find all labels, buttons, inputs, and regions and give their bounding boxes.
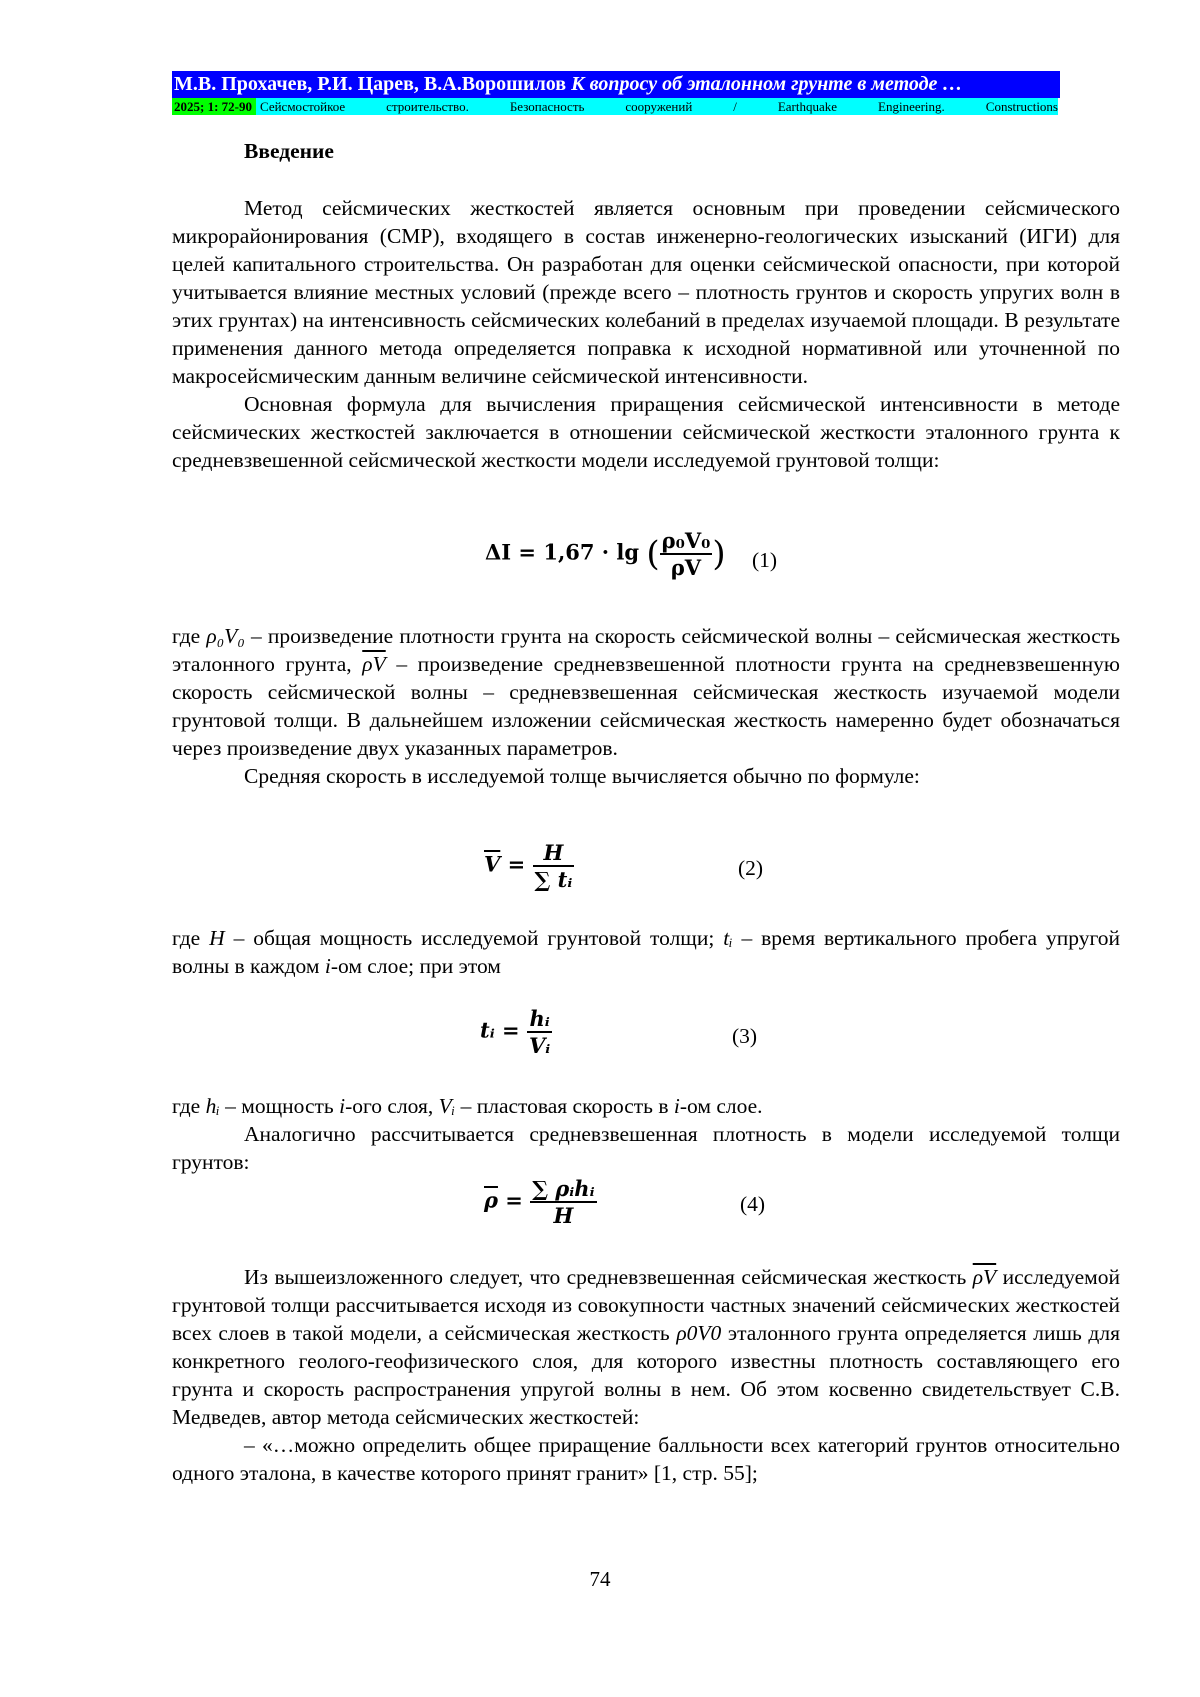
paragraph: – «…можно определить общее приращение балльности всех категорий грунтов относительно одного эталона, в качестве которого принят гранит» [1, стр. 55];: [172, 1431, 1120, 1487]
formula-4-numerator: ∑ ρᵢhᵢ: [530, 1176, 596, 1203]
body-block-2: [172, 622, 1120, 790]
paragraph: где ρ₀V₀ – произведение плотности грунта на скорость сейсмической волны – сейсмическая жесткость эталонного грунта, ρV – произведение средневзвешенной плотности грунта на средневзвешенную скорость сейсмической волны – средневзвешенная сейсмическая жесткость изучаемой модели грунтовой толщи. В дальнейшем изложении сейсмическая жесткость намеренно будет обозначаться через произведение двух указанных параметров.: [172, 622, 1120, 762]
formula-3-numerator: hᵢ: [527, 1006, 552, 1033]
body-block-5: [172, 1263, 1120, 1487]
header-journal: Сейсмостойкое строительство. Безопасность сооружений / Earthquake Engineering. Constructions: [256, 98, 1058, 115]
formula-4: ρ = ∑ ρᵢhᵢ H: [484, 1176, 597, 1228]
header-issue: 2025; 1: 72-90: [172, 98, 256, 115]
running-header-title: [172, 71, 1060, 98]
section-title: Введение: [244, 139, 334, 164]
paragraph: где hᵢ – мощность i-ого слоя, Vᵢ – пластовая скорость в i-ом слое.: [172, 1092, 1120, 1120]
formula-2-denominator: ∑ tᵢ: [533, 867, 575, 892]
symbol-rhoV: ρV: [362, 652, 385, 676]
body-block-4: [172, 1092, 1120, 1176]
page-number: 74: [0, 1567, 1200, 1592]
formula-4-denominator: H: [530, 1203, 596, 1228]
formula-2-lhs: V: [484, 852, 500, 877]
symbol-rhoV: ρV: [973, 1265, 996, 1289]
formula-3-label: (3): [732, 1024, 757, 1049]
formula-1-denominator: ρV: [660, 555, 713, 580]
formula-4-label: (4): [740, 1192, 765, 1217]
body-block-3: [172, 924, 1120, 980]
formula-2-label: (2): [738, 856, 763, 881]
formula-3-denominator: Vᵢ: [527, 1033, 552, 1058]
formula-3-lhs: tᵢ: [480, 1018, 495, 1043]
formula-4-lhs: ρ: [484, 1188, 498, 1213]
header-authors: М.В. Прохачев, Р.И. Царев, В.А.Ворошилов: [174, 73, 566, 95]
formula-3: tᵢ = hᵢ Vᵢ: [480, 1006, 552, 1058]
formula-1-numerator: ρ₀V₀: [660, 528, 713, 555]
paragraph: Из вышеизложенного следует, что средневзвешенная сейсмическая жесткость ρV исследуемой грунтовой толщи рассчитывается исходя из совокупности частных значений сейсмических жесткостей всех слоев в такой модели, а сейсмическая жесткость ρ0V0 эталонного грунта определяется лишь для конкретного геолого-геофизического слоя, для которого известны плотность составляющего его грунта и скорость распространения упругой волны в нем. Об этом косвенно свидетельствует С.В. Медведев, автор метода сейсмических жесткостей:: [172, 1263, 1120, 1431]
formula-1-label: (1): [752, 548, 777, 573]
symbol-rho0V0: ρ0V0: [676, 1321, 721, 1345]
formula-2-numerator: H: [533, 840, 575, 867]
paragraph: Метод сейсмических жесткостей является основным при проведении сейсмического микрорайонирования (СМР), входящего в состав инженерно-геологических изысканий (ИГИ) для целей капитального строительства. Он разработан для оценки сейсмической опасности, при которой учитывается влияние местных условий (прежде всего – плотность грунтов и скорость упругих волн в этих грунтах) на интенсивность сейсмических колебаний в пределах изучаемой площади. В результате применения данного метода определяется поправка к исходной нормативной или уточненной по макросейсмическим данным величине сейсмической интенсивности.: [172, 194, 1120, 390]
formula-2: V = H ∑ tᵢ: [484, 840, 574, 892]
paragraph: Основная формула для вычисления приращения сейсмической интенсивности в методе сейсмических жесткостей заключается в отношении сейсмической жесткости эталонного грунта к средневзвешенной сейсмической жесткости модели исследуемой грунтовой толщи:: [172, 390, 1120, 474]
body-block-1: [172, 194, 1120, 474]
header-article-title: К вопросу об эталонном грунте в методе …: [571, 73, 962, 95]
paragraph: Средняя скорость в исследуемой толще вычисляется обычно по формуле:: [172, 762, 1120, 790]
running-header-journal: [172, 98, 1058, 115]
symbol-rho0V0: ρ₀V₀: [206, 624, 244, 648]
paragraph: где H – общая мощность исследуемой грунтовой толщи; tᵢ – время вертикального пробега упругой волны в каждом i-ом слое; при этом: [172, 924, 1120, 980]
formula-1: ΔI = 1,67 · lg ( ρ₀V₀ ρV ): [485, 528, 726, 580]
paragraph: Аналогично рассчитывается средневзвешенная плотность в модели исследуемой толщи грунтов:: [172, 1120, 1120, 1176]
formula-1-lhs: ΔI = 1,67 · lg: [485, 540, 639, 565]
